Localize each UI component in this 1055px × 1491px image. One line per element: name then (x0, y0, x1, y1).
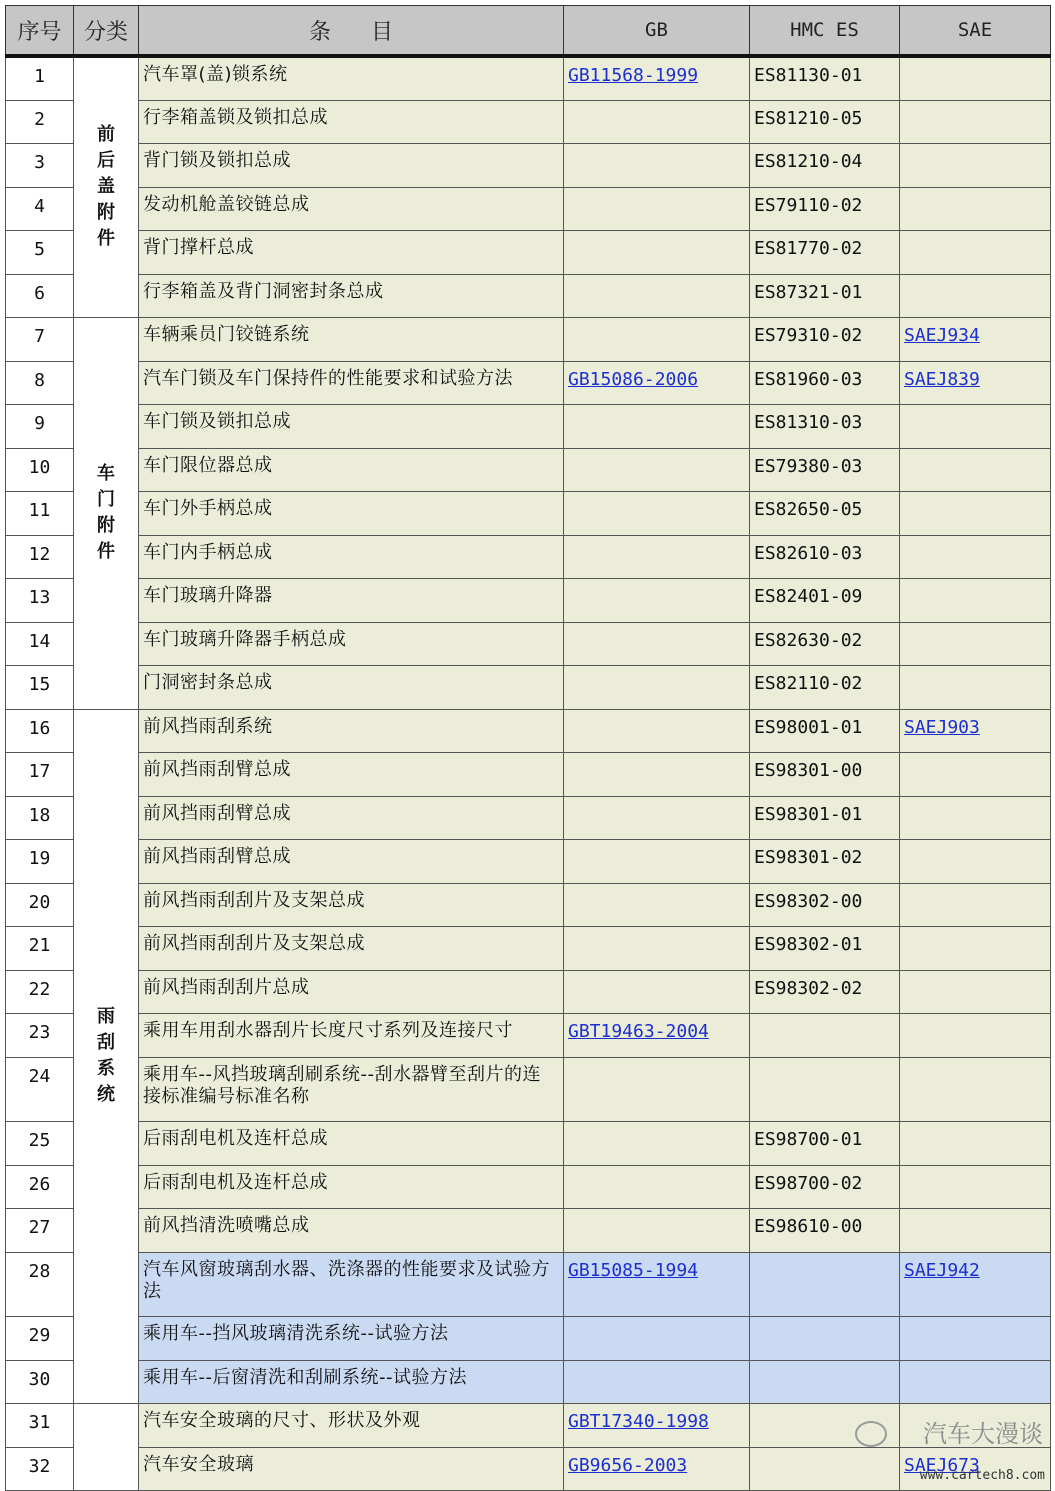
row-number: 23 (6, 1013, 74, 1057)
table-row (6, 317, 1051, 361)
sae-standard-cell (900, 970, 1051, 1013)
gb-standard-cell (564, 56, 750, 100)
gb-standard-cell (564, 317, 750, 361)
hmc-es-standard-cell: ES79310-02 (750, 317, 900, 361)
hmc-es-standard-cell: ES98301-02 (750, 839, 900, 883)
gb-standard-cell (564, 709, 750, 752)
gb-standard-cell (564, 839, 750, 883)
gb-standard-cell (564, 578, 750, 622)
sae-standard-cell (900, 622, 1051, 665)
item-name: 车门玻璃升降器手柄总成 (139, 622, 564, 665)
gb-standard-cell (564, 1208, 750, 1252)
item-name: 乘用车用刮水器刮片长度尺寸系列及连接尺寸 (139, 1013, 564, 1057)
category-cell (74, 709, 139, 1403)
gb-standard-cell (564, 883, 750, 926)
table-row (6, 709, 1051, 752)
item-name: 汽车风窗玻璃刮水器、洗涤器的性能要求及试验方法 (139, 1252, 564, 1316)
gb-standard-cell (564, 1316, 750, 1360)
table-row (6, 665, 1051, 709)
category-cell (74, 1403, 139, 1490)
row-number: 24 (6, 1057, 74, 1121)
item-name: 汽车门锁及车门保持件的性能要求和试验方法 (139, 361, 564, 404)
row-number: 12 (6, 535, 74, 578)
hmc-es-standard-cell: ES81210-04 (750, 143, 900, 187)
gb-standard-cell (564, 100, 750, 143)
table-row (6, 926, 1051, 970)
table-row (6, 1208, 1051, 1252)
table-row (6, 361, 1051, 404)
table-row (6, 1252, 1051, 1316)
sae-standard-cell (900, 752, 1051, 796)
item-name: 前风挡雨刮刮片总成 (139, 970, 564, 1013)
table-row (6, 1316, 1051, 1360)
gb-standard-cell (564, 491, 750, 535)
item-name: 车门锁及锁扣总成 (139, 404, 564, 448)
sae-standard-cell (900, 404, 1051, 448)
sae-standard-link[interactable]: SAEJ903 (904, 716, 980, 738)
hmc-es-standard-cell: ES98302-00 (750, 883, 900, 926)
hmc-es-standard-cell: ES98301-01 (750, 796, 900, 839)
sae-standard-cell (900, 1316, 1051, 1360)
row-number: 18 (6, 796, 74, 839)
header-sae: SAE (900, 6, 1051, 57)
sae-standard-cell (900, 883, 1051, 926)
sae-standard-cell (900, 448, 1051, 491)
sae-standard-cell (900, 839, 1051, 883)
sae-standard-cell (900, 665, 1051, 709)
sae-standard-cell (900, 1121, 1051, 1165)
item-name: 车辆乘员门铰链系统 (139, 317, 564, 361)
row-number: 17 (6, 752, 74, 796)
table-row (6, 230, 1051, 274)
item-name: 行李箱盖及背门洞密封条总成 (139, 274, 564, 317)
table-row (6, 56, 1051, 100)
row-number: 28 (6, 1252, 74, 1316)
table-row (6, 839, 1051, 883)
table-row (6, 187, 1051, 230)
item-name: 汽车安全玻璃的尺寸、形状及外观 (139, 1403, 564, 1447)
row-number: 2 (6, 100, 74, 143)
row-number: 19 (6, 839, 74, 883)
gb-standard-link[interactable]: GB11568-1999 (568, 65, 699, 86)
standards-table (5, 5, 1051, 1491)
item-name: 后雨刮电机及连杆总成 (139, 1121, 564, 1165)
gb-standard-cell (564, 1403, 750, 1447)
row-number: 26 (6, 1165, 74, 1208)
item-name: 行李箱盖锁及锁扣总成 (139, 100, 564, 143)
sae-standard-cell (900, 317, 1051, 361)
row-number: 13 (6, 578, 74, 622)
hmc-es-standard-cell: ES81310-03 (750, 404, 900, 448)
gb-standard-cell (564, 1057, 750, 1121)
gb-standard-cell (564, 535, 750, 578)
item-name: 前风挡清洗喷嘴总成 (139, 1208, 564, 1252)
hmc-es-standard-cell (750, 1013, 900, 1057)
hmc-es-standard-cell: ES98610-00 (750, 1208, 900, 1252)
item-name: 车门外手柄总成 (139, 491, 564, 535)
wechat-icon (855, 1421, 887, 1447)
table-row (6, 752, 1051, 796)
gb-standard-cell (564, 1447, 750, 1490)
sae-standard-cell (900, 361, 1051, 404)
hmc-es-standard-cell: ES82610-03 (750, 535, 900, 578)
item-name: 乘用车--后窗清洗和刮刷系统--试验方法 (139, 1360, 564, 1403)
table-row (6, 1057, 1051, 1121)
gb-standard-cell (564, 622, 750, 665)
watermark-brand: 汽车大漫谈 (923, 1420, 1043, 1448)
sae-standard-cell (900, 535, 1051, 578)
gb-standard-link[interactable]: GB9656-2003 (568, 1454, 688, 1476)
table-row (6, 970, 1051, 1013)
item-name: 车门限位器总成 (139, 448, 564, 491)
gb-standard-cell (564, 970, 750, 1013)
row-number: 29 (6, 1316, 74, 1360)
sae-standard-cell (900, 796, 1051, 839)
sae-standard-cell (900, 100, 1051, 143)
row-number: 25 (6, 1121, 74, 1165)
sae-standard-cell (900, 187, 1051, 230)
gb-standard-cell (564, 361, 750, 404)
sae-standard-link[interactable]: SAEJ942 (904, 1259, 980, 1281)
sae-standard-cell (900, 709, 1051, 752)
sae-standard-cell (900, 1252, 1051, 1316)
hmc-es-standard-cell (750, 1447, 900, 1490)
sae-standard-link[interactable]: SAEJ673 (904, 1454, 980, 1476)
hmc-es-standard-cell: ES82650-05 (750, 491, 900, 535)
table-row (6, 578, 1051, 622)
hmc-es-standard-cell: ES81130-01 (750, 56, 900, 100)
table-row (6, 100, 1051, 143)
item-name: 前风挡雨刮系统 (139, 709, 564, 752)
table-row (6, 274, 1051, 317)
gb-standard-cell (564, 1252, 750, 1316)
sae-standard-cell (900, 491, 1051, 535)
gb-standard-cell (564, 274, 750, 317)
hmc-es-standard-cell (750, 1057, 900, 1121)
item-name: 车门内手柄总成 (139, 535, 564, 578)
item-name: 前风挡雨刮臂总成 (139, 752, 564, 796)
item-name: 背门撑杆总成 (139, 230, 564, 274)
sae-standard-cell (900, 56, 1051, 100)
hmc-es-standard-cell: ES81210-05 (750, 100, 900, 143)
table-row (6, 1403, 1051, 1447)
table-row (6, 535, 1051, 578)
row-number: 21 (6, 926, 74, 970)
row-number: 3 (6, 143, 74, 187)
sae-standard-cell (900, 926, 1051, 970)
table-row (6, 448, 1051, 491)
table-row (6, 1121, 1051, 1165)
hmc-es-standard-cell: ES82630-02 (750, 622, 900, 665)
sae-standard-cell (900, 578, 1051, 622)
sae-standard-cell (900, 274, 1051, 317)
gb-standard-cell (564, 187, 750, 230)
row-number: 14 (6, 622, 74, 665)
category-cell (74, 317, 139, 709)
row-number: 16 (6, 709, 74, 752)
gb-standard-link[interactable]: GBT17340-1998 (568, 1410, 709, 1432)
watermark-url: www.cartech8.com (919, 1468, 1045, 1483)
item-name: 车门玻璃升降器 (139, 578, 564, 622)
item-name: 发动机舱盖铰链总成 (139, 187, 564, 230)
gb-standard-cell (564, 752, 750, 796)
category-label: 前后盖附件 (97, 124, 115, 250)
table-body (6, 56, 1051, 1490)
table-row (6, 622, 1051, 665)
sae-standard-cell (900, 1208, 1051, 1252)
hmc-es-standard-cell (750, 1252, 900, 1316)
gb-standard-cell (564, 1121, 750, 1165)
sae-standard-cell (900, 1165, 1051, 1208)
row-number: 8 (6, 361, 74, 404)
hmc-es-standard-cell: ES98700-02 (750, 1165, 900, 1208)
header-row (6, 6, 1051, 57)
table-row (6, 491, 1051, 535)
row-number: 31 (6, 1403, 74, 1447)
gb-standard-link[interactable]: GB15086-2006 (568, 368, 699, 390)
sae-standard-cell (900, 1360, 1051, 1403)
gb-standard-link[interactable]: GB15085-1994 (568, 1259, 699, 1281)
table-row (6, 1360, 1051, 1403)
hmc-es-standard-cell: ES79110-02 (750, 187, 900, 230)
item-name: 乘用车--风挡玻璃刮刷系统--刮水器臂至刮片的连接标准编号标准名称 (139, 1057, 564, 1121)
hmc-es-standard-cell: ES87321-01 (750, 274, 900, 317)
item-name: 前风挡雨刮刮片及支架总成 (139, 883, 564, 926)
item-name: 前风挡雨刮刮片及支架总成 (139, 926, 564, 970)
header-category: 分类 (74, 6, 139, 57)
gb-standard-cell (564, 448, 750, 491)
item-name: 背门锁及锁扣总成 (139, 143, 564, 187)
hmc-es-standard-cell: ES98001-01 (750, 709, 900, 752)
sae-standard-cell (900, 143, 1051, 187)
gb-standard-cell (564, 1165, 750, 1208)
gb-standard-link[interactable]: GBT19463-2004 (568, 1020, 709, 1042)
row-number: 4 (6, 187, 74, 230)
row-number: 27 (6, 1208, 74, 1252)
category-cell (74, 56, 139, 317)
hmc-es-standard-cell: ES82110-02 (750, 665, 900, 709)
item-name: 前风挡雨刮臂总成 (139, 796, 564, 839)
hmc-es-standard-cell (750, 1360, 900, 1403)
item-name: 后雨刮电机及连杆总成 (139, 1165, 564, 1208)
table-row (6, 1447, 1051, 1490)
hmc-es-standard-cell: ES98302-02 (750, 970, 900, 1013)
sae-standard-link[interactable]: SAEJ839 (904, 368, 980, 390)
gb-standard-cell (564, 404, 750, 448)
table-row (6, 883, 1051, 926)
sae-standard-cell (900, 230, 1051, 274)
table-row (6, 1013, 1051, 1057)
header-hmc: HMC ES (750, 6, 900, 57)
table-row (6, 143, 1051, 187)
category-label: 雨刮系统 (97, 1006, 115, 1105)
gb-standard-cell (564, 665, 750, 709)
row-number: 1 (6, 56, 74, 100)
row-number: 5 (6, 230, 74, 274)
item-name: 汽车安全玻璃 (139, 1447, 564, 1490)
item-name: 乘用车--挡风玻璃清洗系统--试验方法 (139, 1316, 564, 1360)
row-number: 32 (6, 1447, 74, 1490)
sae-standard-cell (900, 1013, 1051, 1057)
hmc-es-standard-cell: ES98301-00 (750, 752, 900, 796)
gb-standard-cell (564, 230, 750, 274)
row-number: 9 (6, 404, 74, 448)
table-row (6, 1165, 1051, 1208)
gb-standard-cell (564, 926, 750, 970)
row-number: 10 (6, 448, 74, 491)
hmc-es-standard-cell: ES98700-01 (750, 1121, 900, 1165)
header-item: 条目 (139, 6, 564, 57)
hmc-es-standard-cell: ES98302-01 (750, 926, 900, 970)
item-name: 汽车罩(盖)锁系统 (139, 56, 564, 100)
hmc-es-standard-cell: ES81960-03 (750, 361, 900, 404)
category-label: 车门附件 (97, 463, 115, 562)
hmc-es-standard-cell: ES79380-03 (750, 448, 900, 491)
row-number: 22 (6, 970, 74, 1013)
table-row (6, 796, 1051, 839)
gb-standard-cell (564, 1013, 750, 1057)
sae-standard-link[interactable]: SAEJ934 (904, 324, 980, 346)
row-number: 7 (6, 317, 74, 361)
sae-standard-cell (900, 1057, 1051, 1121)
row-number: 6 (6, 274, 74, 317)
hmc-es-standard-cell: ES82401-09 (750, 578, 900, 622)
header-no: 序号 (6, 6, 74, 57)
item-name: 门洞密封条总成 (139, 665, 564, 709)
header-gb: GB (564, 6, 750, 57)
hmc-es-standard-cell (750, 1316, 900, 1360)
table-row (6, 404, 1051, 448)
gb-standard-cell (564, 143, 750, 187)
item-name: 前风挡雨刮臂总成 (139, 839, 564, 883)
row-number: 11 (6, 491, 74, 535)
row-number: 20 (6, 883, 74, 926)
row-number: 15 (6, 665, 74, 709)
gb-standard-cell (564, 1360, 750, 1403)
gb-standard-cell (564, 796, 750, 839)
hmc-es-standard-cell: ES81770-02 (750, 230, 900, 274)
row-number: 30 (6, 1360, 74, 1403)
